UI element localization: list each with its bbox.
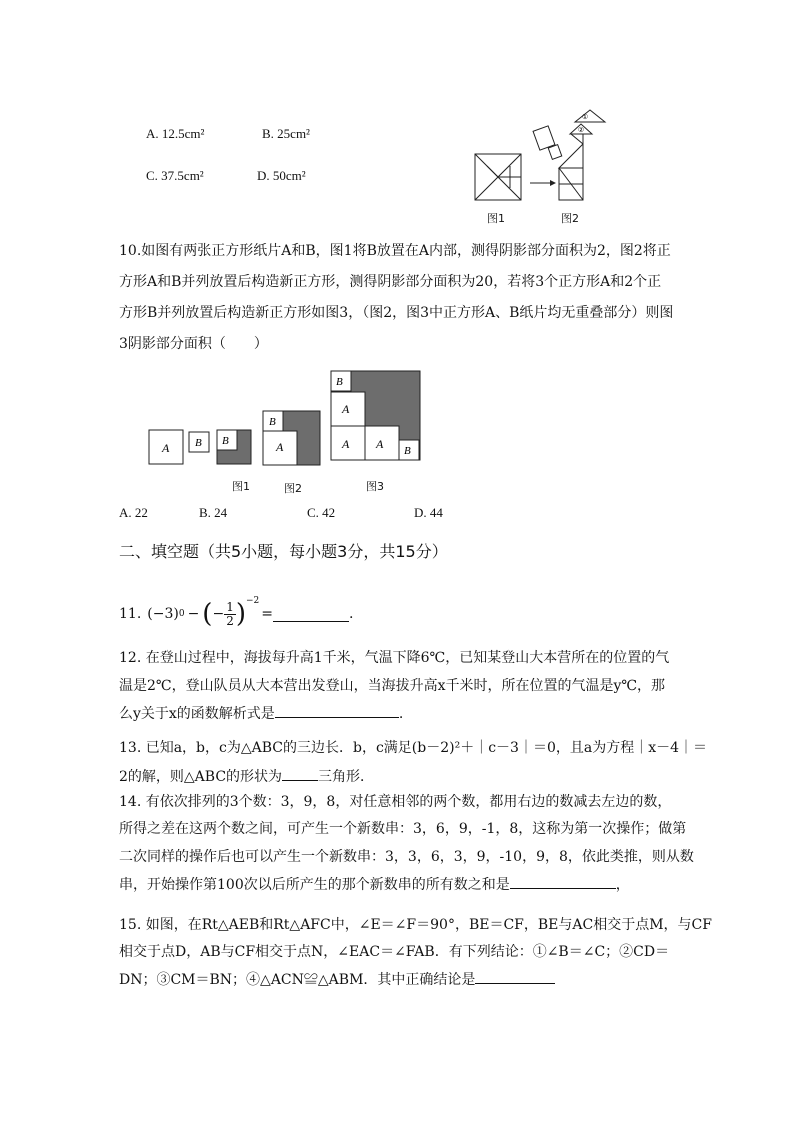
q10-fig2-label-a: A xyxy=(276,440,284,454)
q13-line-1: 13. 已知a，b，c为△ABC的三边长．b，c满足(b－2)²＋｜c－3｜＝0，且a为方程｜x－4｜＝ xyxy=(119,740,708,756)
q15-answer-blank[interactable] xyxy=(475,969,555,984)
q13-line-2-end: 三角形． xyxy=(318,769,375,785)
arrow-icon xyxy=(530,180,556,186)
q9-option-b: B. 25cm² xyxy=(262,126,310,141)
q10-fig1-label-a: A xyxy=(162,441,170,455)
q11-prefix: 11. xyxy=(119,606,142,622)
q13-line-2-start: 2的解，则△ABC的形状为 xyxy=(119,769,283,785)
q14-line-4-start: 串，开始操作第100次以后所产生的那个新数串的所有数之和是 xyxy=(119,877,510,893)
q14-line-4-end: ， xyxy=(615,877,630,893)
q10-option-a: A. 22 xyxy=(119,505,148,520)
q10-option-d: D. 44 xyxy=(414,505,443,520)
q10-fig3-label-a3: A xyxy=(376,437,384,451)
q10-option-c: C. 42 xyxy=(307,505,336,520)
q10-option-b: B. 24 xyxy=(199,505,228,520)
q10-fig3-label-b1: B xyxy=(336,376,343,388)
q9-fig1-square xyxy=(475,154,521,200)
q12-line-3 xyxy=(119,703,403,723)
q9-circle-label-2: ② xyxy=(577,126,585,134)
q10-fig2-caption: 图2 xyxy=(284,482,302,495)
q11-period: . xyxy=(349,606,354,622)
q14-line-3: 二次同样的操作后也可以产生一个新数串：3，3，6，3，9，-10，9，8，依此类推，则从数 xyxy=(119,849,694,865)
q12-line-2: 温是2℃，登山队员从大本营出发登山，当海拔升高x千米时，所在位置的气温是y℃，那 xyxy=(119,678,666,694)
q10-fig1-label-b: B xyxy=(195,437,202,449)
q10-fig3-label-a2: A xyxy=(342,437,350,451)
q9-option-c: C. 37.5cm² xyxy=(146,168,204,183)
q14-line-2: 所得之差在这两个数之间，可产生一个新数串：3，6，9，-1，8，这称为第一次操作；做第 xyxy=(119,821,687,837)
q11-fraction xyxy=(224,601,236,628)
q9-figure xyxy=(470,104,620,224)
q11-line: 11. (−3) 0 − ( − $\frac{1}{2}$ ) $^{-2}$ = . xyxy=(119,596,354,629)
q15-line-1: 15. 如图，在Rt△AEB和Rt△AFC中，∠E＝∠F＝90°，BE＝CF，BE与AC相交于点M，与CF xyxy=(119,917,712,933)
q10-fig3-label-a1: A xyxy=(342,402,350,416)
q10-line-3: 方形B并列放置后构造新正方形如图3，（图2，图3中正方形A、B纸片均无重叠部分）则图 xyxy=(119,305,674,321)
q11-answer-blank[interactable] xyxy=(273,607,349,622)
q15-line-2: 相交于点D，AB与CF相交于点N，∠EAC＝∠FAB．有下列结论：①∠B＝∠C；②CD＝ xyxy=(119,944,670,960)
q11-frac-num: 1 xyxy=(226,599,234,614)
q11-base: (−3) xyxy=(147,606,179,622)
q12-line-1: 12. 在登山过程中，海拔每升高1千米，气温下降6℃，已知某登山大本营所在的位置的气 xyxy=(119,650,670,666)
q12-line-3-text: 么y关于x的函数解析式是 xyxy=(119,706,275,722)
q14-line-4 xyxy=(119,874,630,894)
q10-line-1: 10.如图有两张正方形纸片A和B，图1将B放置在A内部，测得阴影部分面积为2，图2将正 xyxy=(119,243,671,259)
q13-line-2 xyxy=(119,766,374,786)
q10-line-2: 方形A和B并列放置后构造新正方形，测得阴影部分面积为20，若将3个正方形A和2个正 xyxy=(119,274,662,290)
q11-equals: = xyxy=(261,606,273,622)
q11-frac-den: 2 xyxy=(226,613,234,628)
q11-exp0: 0 xyxy=(178,609,185,619)
q10-fig2-label-b: B xyxy=(269,416,276,428)
q11-exp-neg2: −2 xyxy=(245,596,260,606)
q9-fig2-shape xyxy=(533,110,605,200)
q10-line-4: 3阴影部分面积（ ） xyxy=(119,336,268,352)
q12-answer-blank[interactable] xyxy=(275,703,399,718)
q10-fig1-caption: 图1 xyxy=(232,480,250,493)
q11-frac-sign: − xyxy=(212,606,225,622)
q10-fig3-caption: 图3 xyxy=(366,480,384,493)
q9-option-d: D. 50cm² xyxy=(257,168,306,183)
section-heading: 二、填空题（共5小题，每小题3分，共15分） xyxy=(119,542,448,561)
q10-fig3-label-b2: B xyxy=(404,445,411,457)
q15-line-3 xyxy=(119,969,555,989)
q9-fig2-caption: 图2 xyxy=(561,212,579,225)
q13-answer-blank[interactable] xyxy=(282,766,318,781)
q9-option-a: A. 12.5cm² xyxy=(146,126,205,141)
q15-line-3-text: DN；③CM＝BN；④△ACN≌△ABM．其中正确结论是 xyxy=(119,972,476,988)
q10-fig1-label-b2: B xyxy=(222,435,229,447)
q9-fig1-caption: 图1 xyxy=(487,212,505,225)
q14-line-1: 14. 有依次排列的3个数：3，9，8，对任意相邻的两个数，都用右边的数减去左边的数， xyxy=(119,794,672,810)
q10-figure xyxy=(140,365,430,470)
q11-minus: − xyxy=(187,606,200,622)
q12-line-3-end: . xyxy=(398,706,404,722)
q9-circle-label-1: ① xyxy=(581,113,589,121)
q14-answer-blank[interactable] xyxy=(510,874,616,889)
